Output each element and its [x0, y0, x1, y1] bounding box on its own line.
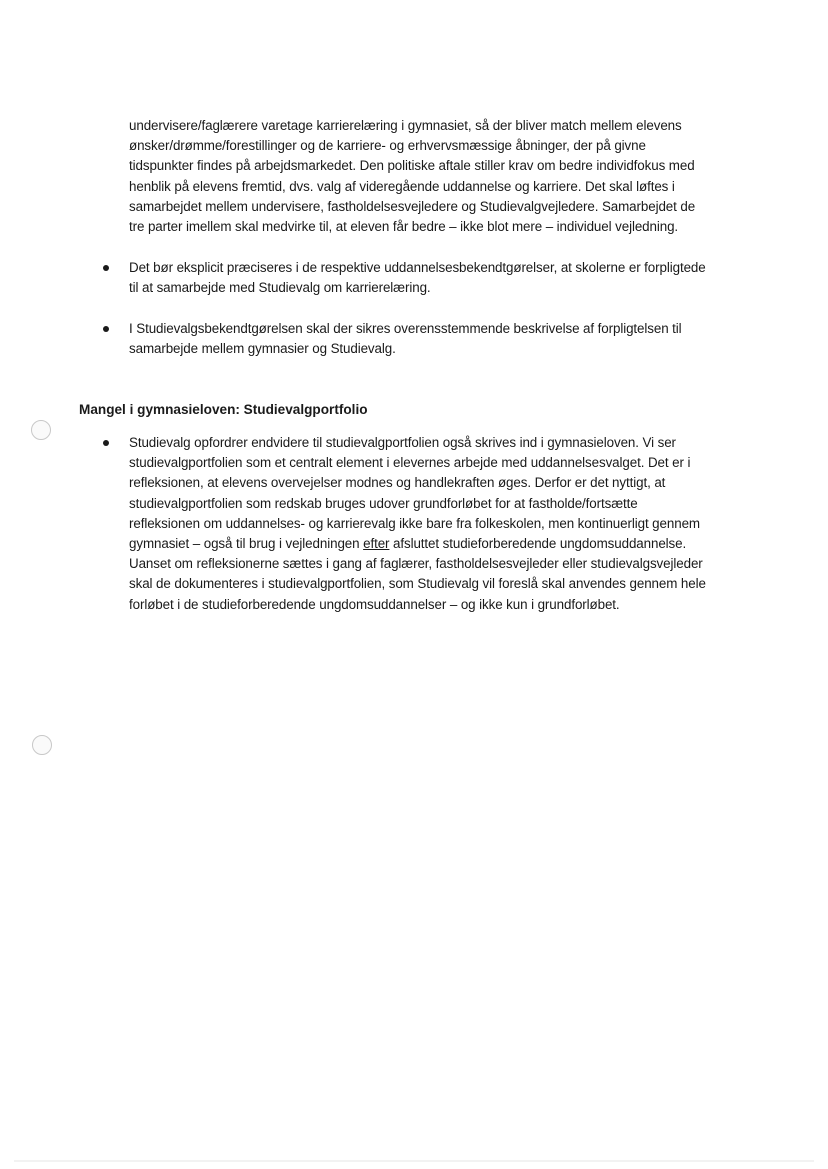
text-line: forløbet i de studieforberedende ungdomsuddannelser – og ikke kun i grundforløbet.	[129, 596, 620, 612]
text-line	[129, 534, 759, 554]
section-heading: Mangel i gymnasieloven: Studievalgportfolio	[79, 402, 368, 417]
text-line: Det bør eksplicit præciseres i de respektive uddannelsesbekendtgørelser, at skolerne er forpligtede	[129, 260, 706, 275]
text-segment: afsluttet studieforberedende ungdomsuddannelse.	[389, 536, 687, 552]
page-bottom-edge	[14, 1160, 814, 1162]
bullet-icon	[103, 440, 109, 446]
text-line: samarbejde mellem gymnasier og Studievalg.	[129, 341, 396, 357]
punch-hole-icon	[32, 735, 52, 755]
text-line: samarbejdet mellem undervisere, fastholdelsesvejledere og Studievalgvejledere. Samarbejdet de	[129, 198, 696, 214]
intro-paragraph	[129, 116, 759, 237]
text-line: ønsker/drømme/forestillinger og de karriere- og erhvervsmæssige åbninger, der på givne	[129, 138, 646, 154]
text-line: I Studievalgsbekendtgørelsen skal der sikres overensstemmende beskrivelse af forpligtelsen til	[129, 321, 682, 336]
bullet-item-studievalgportfolio	[129, 433, 759, 615]
text-segment: gymnasiet – også til brug i vejledningen	[129, 536, 364, 552]
text-line: tidspunkter findes på arbejdsmarkedet. Den politiske aftale stiller krav om bedre individfokus med	[129, 158, 695, 174]
bullet-item-bekendtgoerelse	[129, 319, 759, 359]
text-line: studievalgportfolien som redskab bruges udover grundforløbet for at fastholde/fortsætte	[129, 495, 638, 511]
text-line: refleksionen om uddannelses- og karrierevalg ikke bare fra folkeskolen, men kontinuerligt gennem	[129, 515, 700, 531]
text-line: refleksionen, at elevens overvejelser modnes og handlekraften øges. Derfor er det nyttigt, at	[129, 475, 666, 491]
text-line: Studievalg opfordrer endvidere til studievalgportfolien også skrives ind i gymnasieloven. Vi ser	[129, 435, 676, 450]
bullet-icon	[103, 326, 109, 332]
underlined-word: efter	[363, 536, 390, 552]
text-line: tre parter imellem skal medvirke til, at eleven får bedre – ikke blot mere – individuel vejledning.	[129, 219, 679, 235]
punch-hole-icon	[31, 420, 51, 440]
text-line: skal de dokumenteres i studievalgportfolien, som Studievalg vil foreslå skal anvendes gennem hele	[129, 576, 706, 592]
text-line: til at samarbejde med Studievalg om karrierelæring.	[129, 280, 431, 296]
text-line: studievalgportfolien som et centralt element i elevernes arbejde med uddannelsesvalget. Det er i	[129, 455, 691, 471]
text-line: Uanset om refleksionerne sættes i gang af faglærer, fastholdelsesvejleder eller studievalgsvejleder	[129, 556, 703, 572]
bullet-icon	[103, 265, 109, 271]
bullet-item-samarbejde	[129, 258, 759, 298]
text-line: undervisere/faglærere varetage karrierelæring i gymnasiet, så der bliver match mellem elevens	[129, 118, 682, 133]
text-line: henblik på elevens fremtid, dvs. valg af videregående uddannelse og karriere. Det skal løftes i	[129, 178, 675, 194]
